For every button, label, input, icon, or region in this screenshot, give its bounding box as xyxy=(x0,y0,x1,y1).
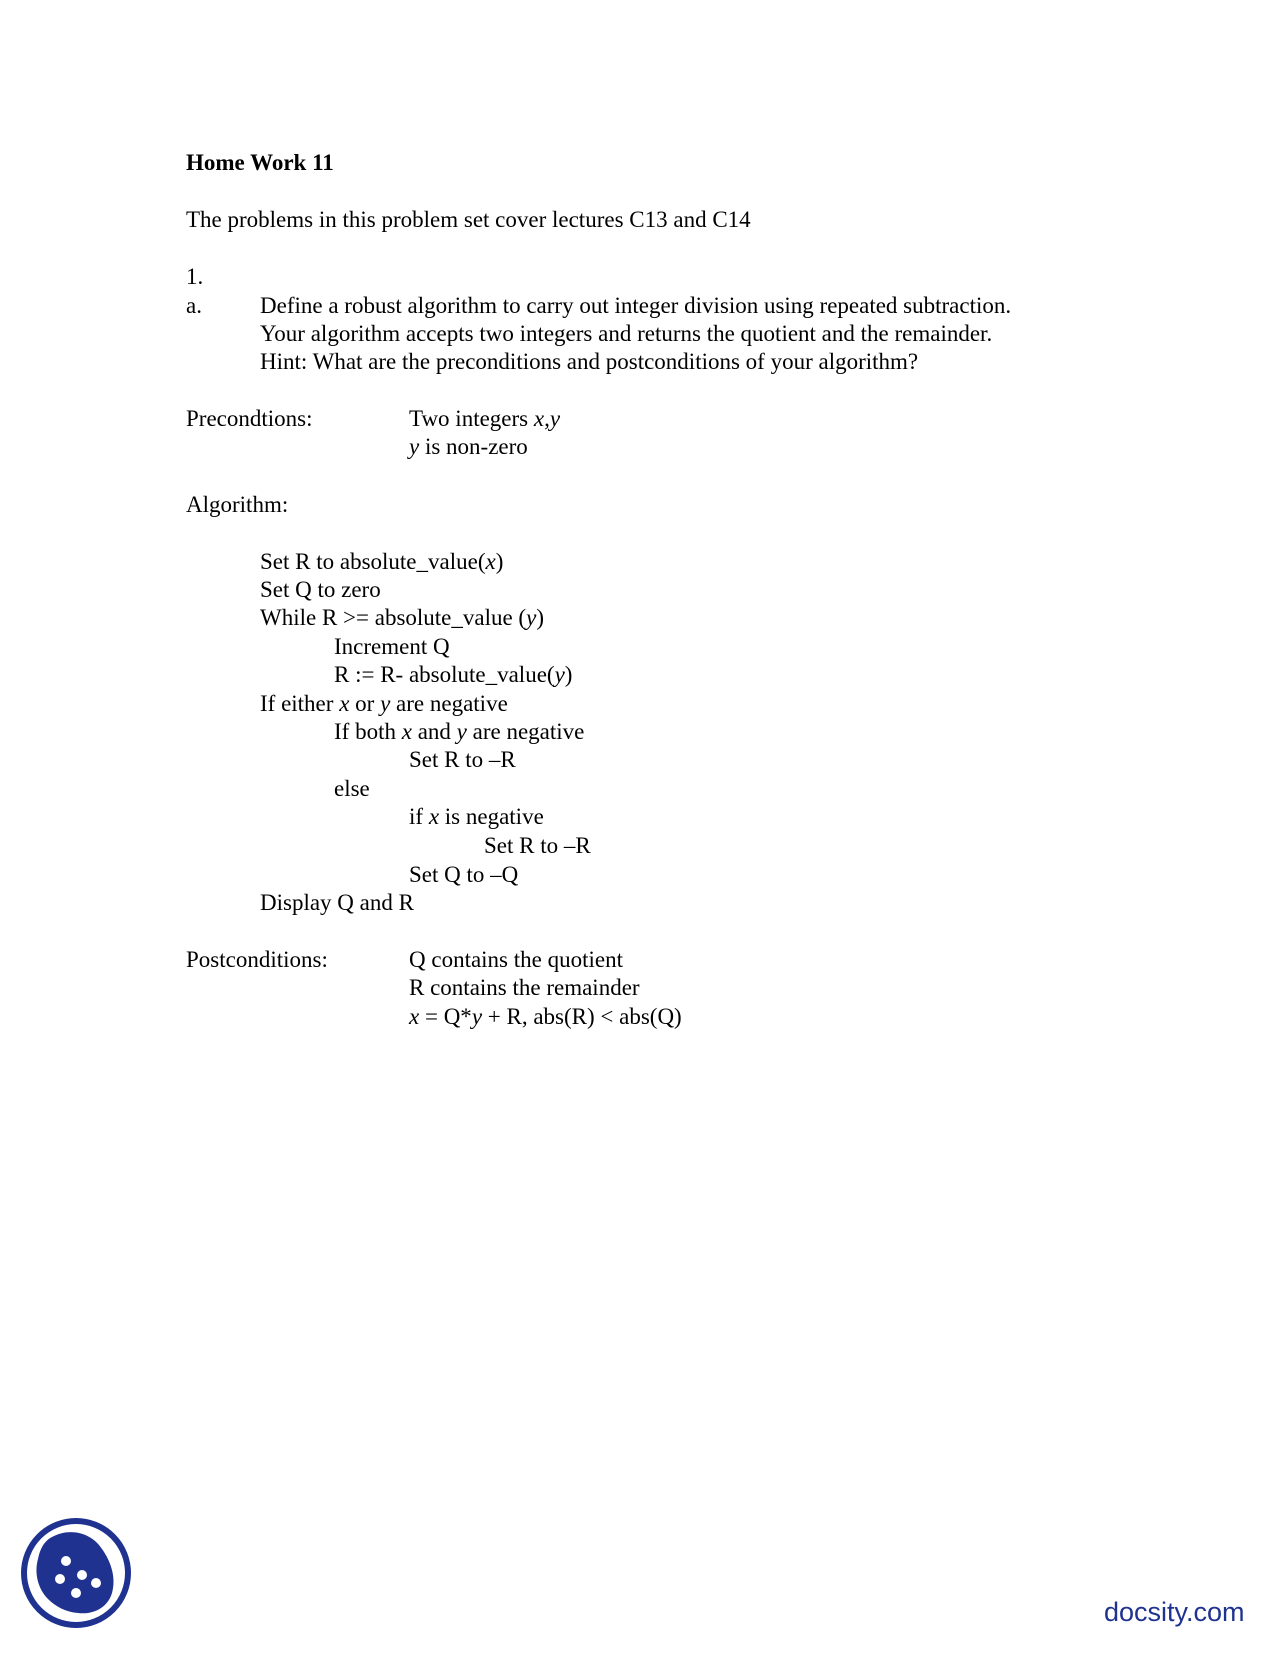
code-var: x xyxy=(339,691,350,716)
code-var: y xyxy=(526,605,537,630)
code-var: x xyxy=(401,719,412,744)
precondition-line-2 xyxy=(409,432,528,461)
code-text: = Q* xyxy=(419,1004,472,1029)
postconditions-label: Postconditions: xyxy=(186,947,328,972)
part-label: a. xyxy=(186,293,202,318)
code-text: R := R- absolute_value( xyxy=(334,662,555,687)
code-var: y xyxy=(554,662,565,687)
precondition-line-1 xyxy=(409,404,560,433)
algo-line-11: Set R to –R xyxy=(484,833,591,858)
docsity-logo-graphic xyxy=(20,1517,132,1629)
postcondition-line-1: Q contains the quotient xyxy=(409,947,623,972)
intro-text: The problems in this problem set cover lectures C13 and C14 xyxy=(186,207,751,232)
code-var: y xyxy=(471,1004,483,1029)
code-var: x xyxy=(428,804,440,829)
code-text: + R, abs(R) < abs(Q) xyxy=(482,1004,682,1029)
part-line-1: Define a robust algorithm to carry out integer division using repeated subtraction. xyxy=(260,293,1012,318)
algo-line-2: Set Q to zero xyxy=(260,577,381,602)
code-text: if xyxy=(409,804,429,829)
algo-line-4: Increment Q xyxy=(334,634,450,659)
code-text: are negative xyxy=(390,691,508,716)
code-text: are negative xyxy=(466,719,585,744)
algo-line-3 xyxy=(260,603,544,632)
code-text: ) xyxy=(536,605,544,630)
code-text: ) xyxy=(495,549,504,574)
code-text: is negative xyxy=(439,804,544,829)
code-var: y xyxy=(380,691,391,716)
logo-dot xyxy=(55,1574,65,1584)
document-title: Home Work 11 xyxy=(186,150,334,175)
code-text: Set R to absolute_value( xyxy=(260,549,486,574)
algo-line-7 xyxy=(334,717,584,746)
docsity-brand-link[interactable]: docsity.com xyxy=(1104,1597,1245,1627)
algo-line-10 xyxy=(409,802,544,831)
code-text: and xyxy=(411,719,457,744)
precondition-text: is non-zero xyxy=(419,434,528,459)
preconditions-label: Precondtions: xyxy=(186,406,313,431)
logo-dot xyxy=(91,1578,101,1588)
algo-line-9: else xyxy=(334,776,370,801)
precondition-var: y xyxy=(409,434,420,459)
logo-dot xyxy=(77,1570,87,1580)
algo-line-13: Display Q and R xyxy=(260,890,414,915)
logo-dot xyxy=(71,1588,81,1598)
algo-line-8: Set R to –R xyxy=(409,747,516,772)
logo-dot xyxy=(61,1556,71,1566)
algo-line-12: Set Q to –Q xyxy=(409,862,519,887)
code-text: While R >= absolute_value ( xyxy=(260,605,527,630)
code-text: If both xyxy=(334,719,402,744)
precondition-text: Two integers xyxy=(409,406,534,431)
algo-line-1 xyxy=(260,547,503,576)
algorithm-label: Algorithm: xyxy=(186,492,289,517)
part-line-3: Hint: What are the preconditions and postconditions of your algorithm? xyxy=(260,349,919,374)
algo-line-6 xyxy=(260,689,508,718)
code-var: x xyxy=(485,549,496,574)
code-var: y xyxy=(456,719,467,744)
postcondition-line-2: R contains the remainder xyxy=(409,975,640,1000)
code-text: If either xyxy=(260,691,340,716)
algo-line-5 xyxy=(334,660,572,689)
part-line-2: Your algorithm accepts two integers and returns the quotient and the remainder. xyxy=(260,321,993,346)
problem-number: 1. xyxy=(186,264,204,289)
code-text: ) xyxy=(564,662,573,687)
postcondition-line-3 xyxy=(409,1002,682,1031)
code-var: x xyxy=(409,1004,420,1029)
code-text: or xyxy=(349,691,381,716)
precondition-vars: x,y xyxy=(533,406,561,431)
docsity-logo-icon xyxy=(20,1517,132,1629)
